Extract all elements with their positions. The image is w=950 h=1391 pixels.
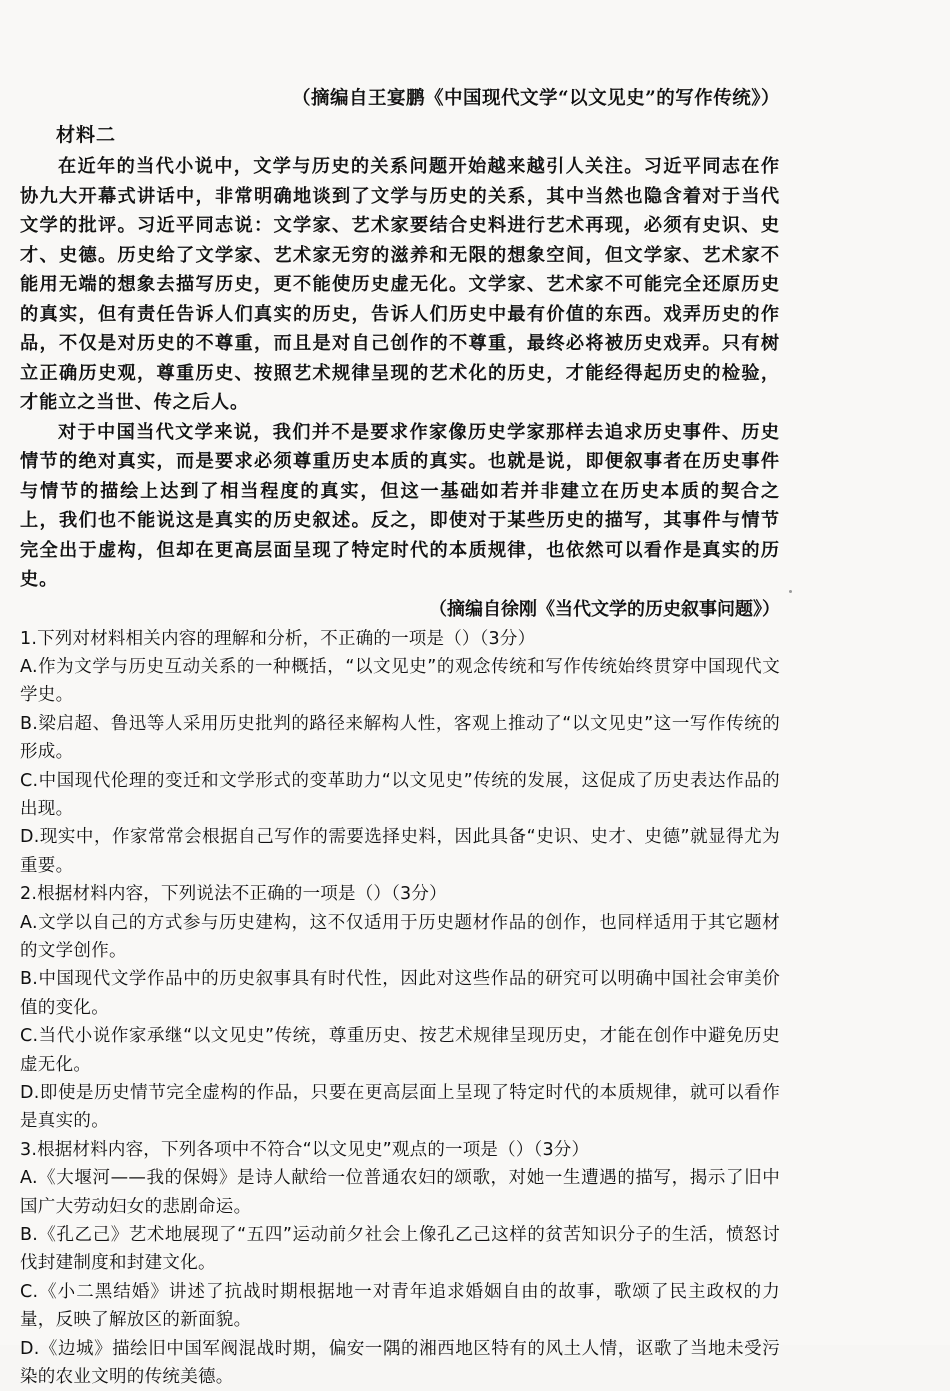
option-c: C.《小二黑结婚》讲述了抗战时期根据地一对青年追求婚姻自由的故事，歌颂了民主政权的力量，反映了解放区的新面貌。: [20, 1278, 780, 1335]
question-3: [20, 1136, 780, 1391]
question-stem: 2.根据材料内容，下列说法不正确的一项是（）（3分）: [20, 880, 780, 908]
option-b: B.中国现代文学作品中的历史叙事具有时代性，因此对这些作品的研究可以明确中国社会审美价值的变化。: [20, 965, 780, 1022]
material2-heading: 材料二: [56, 120, 780, 150]
option-d: D.《边城》描绘旧中国军阀混战时期，偏安一隅的湘西地区特有的风土人情，讴歌了当地未受污染的农业文明的传统美德。: [20, 1335, 780, 1391]
option-a: A.《大堰河——我的保姆》是诗人献给一位普通农妇的颂歌，对她一生遭遇的描写，揭示了旧中国广大劳动妇女的悲剧命运。: [20, 1164, 780, 1221]
option-b: B.《孔乙己》艺术地展现了“五四”运动前夕社会上像孔乙己这样的贫苦知识分子的生活，愤怒讨伐封建制度和封建文化。: [20, 1221, 780, 1278]
question-1: [20, 625, 780, 881]
option-a: A.作为文学与历史互动关系的一种概括，“以文见史”的观念传统和写作传统始终贯穿中国现代文学史。: [20, 653, 780, 710]
option-d: D.现实中，作家常常会根据自己写作的需要选择史料，因此具备“史识、史才、史德”就显得尤为重要。: [20, 823, 780, 880]
material2-paragraph-1: 在近年的当代小说中，文学与历史的关系问题开始越来越引人关注。习近平同志在作协九大开幕式讲话中，非常明确地谈到了文学与历史的关系，其中当然也隐含着对于当代文学的批评。习近平同志说：文学家、艺术家要结合史料进行艺术再现，必须有史识、史才、史德。历史给了文学家、艺术家无穷的滋养和无限的想象空间，但文学家、艺术家不能用无端的想象去描写历史，更不能使历史虚无化。文学家、艺术家不可能完全还原历史的真实，但有责任告诉人们真实的历史，告诉人们历史中最有价值的东西。戏弄历史的作品，不仅是对历史的不尊重，而且是对自己创作的不尊重，最终必将被历史戏弄。只有树立正确历史观，尊重历史、按照艺术规律呈现的艺术化的历史，才能经得起历史的检验，才能立之当世、传之后人。: [20, 152, 780, 418]
option-b: B.梁启超、鲁迅等人采用历史批判的路径来解构人性，客观上推动了“以文见史”这一写作传统的形成。: [20, 710, 780, 767]
material2-paragraph-2: 对于中国当代文学来说，我们并不是要求作家像历史学家那样去追求历史事件、历史情节的绝对真实，而是要求必须尊重历史本质的真实。也就是说，即便叙事者在历史事件与情节的描绘上达到了相当程度的真实，但这一基础如若并非建立在历史本质的契合之上，我们也不能说这是真实的历史叙述。反之，即使对于某些历史的描写，其事件与情节完全出于虚构，但却在更高层面呈现了特定时代的本质规律，也依然可以看作是真实的历史。: [20, 418, 780, 595]
option-d: D.即使是历史情节完全虚构的作品，只要在更高层面上呈现了特定时代的本质规律，就可以看作是真实的。: [20, 1079, 780, 1136]
question-stem: 3.根据材料内容，下列各项中不符合“以文见史”观点的一项是（）（3分）: [20, 1136, 780, 1164]
question-stem: 1.下列对材料相关内容的理解和分析，不正确的一项是（）（3分）: [20, 625, 780, 653]
option-c: C.中国现代伦理的变迁和文学形式的变革助力“以文见史”传统的发展，这促成了历史表达作品的出现。: [20, 767, 780, 824]
option-c: C.当代小说作家承继“以文见史”传统，尊重历史、按艺术规律呈现历史，才能在创作中避免历史虚无化。: [20, 1022, 780, 1079]
option-a: A.文学以自己的方式参与历史建构，这不仅适用于历史题材作品的创作，也同样适用于其它题材的文学创作。: [20, 909, 780, 966]
question-list: [20, 625, 780, 1391]
material2-source: （摘编自徐刚《当代文学的历史叙事问题》）: [20, 595, 780, 625]
scan-speck: [789, 590, 792, 593]
material2-section: [20, 120, 780, 625]
question-2: [20, 880, 780, 1136]
material1-source: （摘编自王宴鹏《中国现代文学“以文见史”的写作传统》）: [20, 84, 780, 114]
